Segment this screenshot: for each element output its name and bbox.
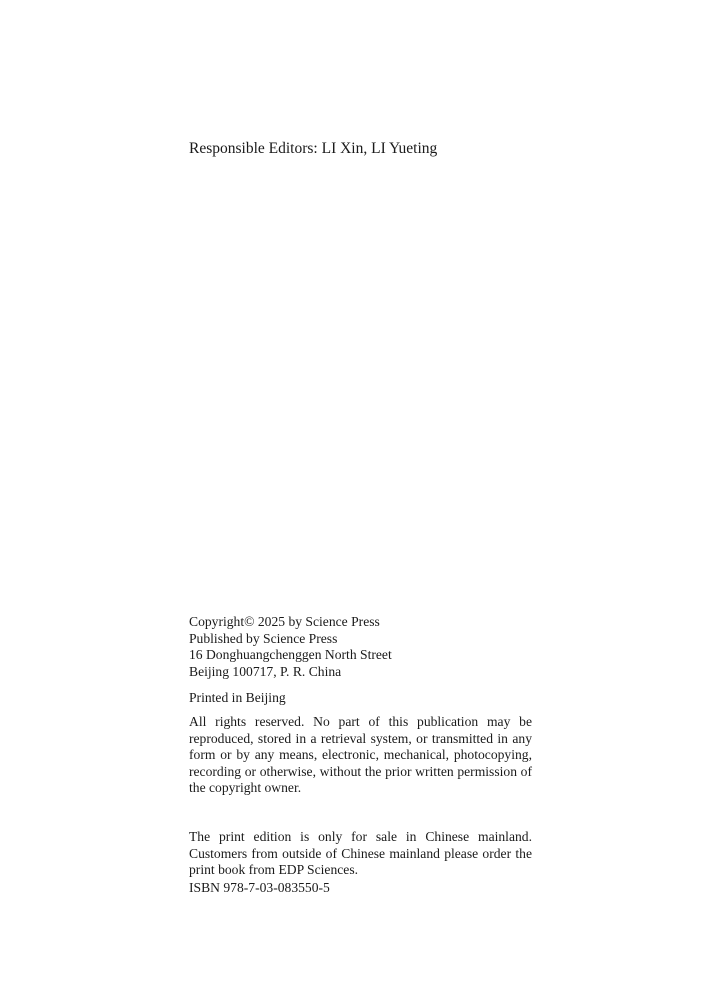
rights-statement: All rights reserved. No part of this publication may be reproduced, stored in a retrieval system, or transmitted in any form or by any means, electronic, mechanical, photocopying, recording or otherwise, without the prior written permission of the copyright owner.	[189, 714, 532, 796]
address-city-line: Beijing 100717, P. R. China	[189, 663, 342, 679]
printed-in: Printed in Beijing	[189, 690, 286, 705]
copyright-line: Copyright© 2025 by Science Press	[189, 614, 380, 629]
responsible-editors: Responsible Editors: LI Xin, LI Yueting	[189, 140, 438, 157]
publisher-line: Published by Science Press	[189, 630, 338, 646]
sale-notice: The print edition is only for sale in Chinese mainland. Customers from outside of Chinese mainland please order the print book from EDP Sciences.	[189, 829, 532, 878]
copyright-block	[189, 614, 532, 680]
isbn: ISBN 978-7-03-083550-5	[189, 880, 330, 895]
address-street-line: 16 Donghuangchenggen North Street	[189, 647, 392, 663]
